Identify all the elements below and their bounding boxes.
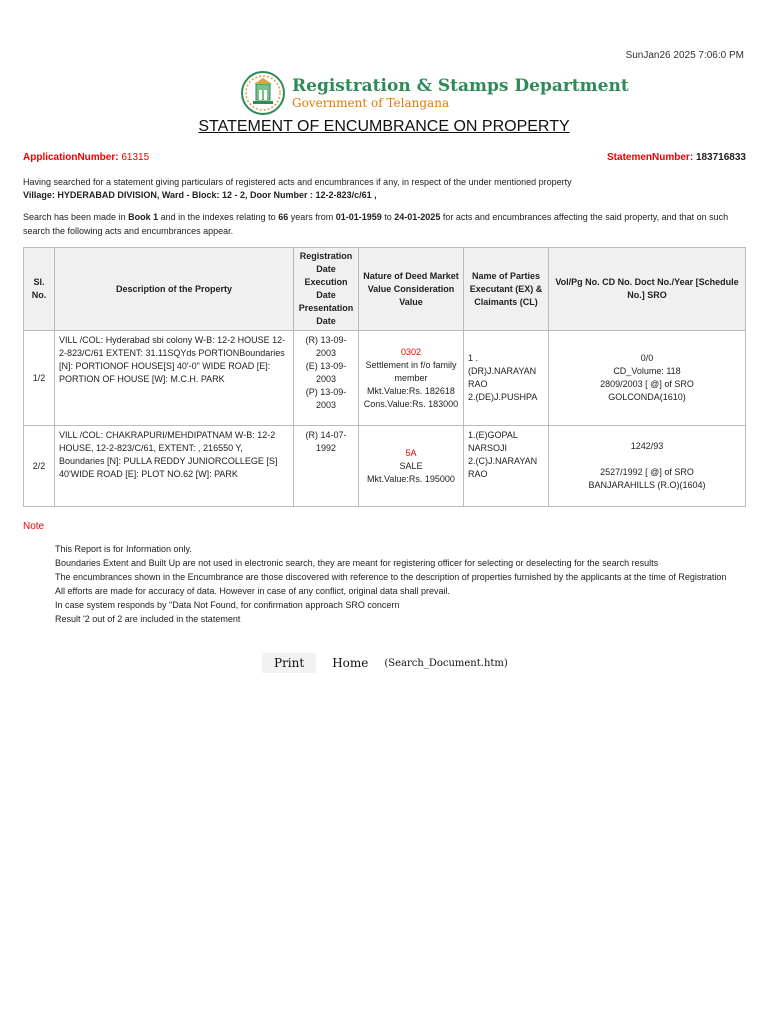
cell-description: VILL /COL: Hyderabad sbi colony W-B: 12-2 HOUSE 12-2-823/C/61 EXTENT: 31.11SQYds PORTIONBoundaries [N]: PORTIONOF HOUSE[S] 40'-0" WIDE ROAD [E]: PORTION OF HOUSE [W]: M.C.H. PARK bbox=[55, 331, 294, 426]
application-number-label: ApplicationNumber: bbox=[23, 152, 119, 163]
deed-name: Settlement in f/o family member bbox=[365, 359, 457, 383]
cell-vol bbox=[549, 331, 746, 426]
deed-code: 0302 bbox=[400, 346, 422, 357]
header bbox=[240, 70, 629, 116]
search-part: and in the indexes relating to bbox=[158, 212, 279, 222]
action-bar bbox=[262, 653, 508, 673]
cell-dates bbox=[294, 426, 359, 507]
vol-pg-no: 1242/93 bbox=[630, 441, 664, 451]
cell-vol bbox=[549, 426, 746, 507]
presentation-date: (P) 13-09-2003 bbox=[305, 387, 347, 410]
sro: GOLCONDA(1610) bbox=[608, 392, 686, 402]
doct-no: 2527/1992 [ @] of SRO bbox=[600, 467, 694, 477]
print-button[interactable]: Print bbox=[262, 653, 316, 673]
cell-parties bbox=[464, 426, 549, 507]
search-part: for acts and encumbrances affecting the said property, and that on such search the following acts and encumbrances appear. bbox=[23, 212, 729, 236]
table-row bbox=[24, 331, 746, 426]
intro-line: Having searched for a statement giving particulars of registered acts and encumbrances if any, in respect of the under mentioned property bbox=[23, 177, 572, 187]
village-line: Village: HYDERABAD DIVISION, Ward - Block: 12 - 2, Door Number : 12-2-823/c/61 , bbox=[23, 190, 377, 200]
search-part: to bbox=[381, 212, 395, 222]
header-sl: Sl. No. bbox=[24, 248, 55, 331]
doct-no: 2809/2003 [ @] of SRO bbox=[600, 379, 694, 389]
registration-date: (R) 13-09-2003 bbox=[305, 335, 347, 358]
spacer bbox=[553, 453, 741, 466]
deed-code: 5A bbox=[405, 447, 417, 458]
cell-description: VILL /COL: CHAKRAPURI/MEHDIPATNAM W-B: 12-2 HOUSE, 12-2-823/C/61, EXTENT: , 216550 Y, Boundaries [N]: PULLA REDDY JUNIORCOLLEGE [S] 40'WIDE ROAD [E]: PLOT NO.62 [W]: PARK bbox=[55, 426, 294, 507]
search-to-date: 24-01-2025 bbox=[394, 212, 441, 222]
vol-pg-no: 0/0 bbox=[640, 353, 654, 363]
search-document-link[interactable]: (Search_Document.htm) bbox=[384, 657, 508, 669]
note-line: Result '2 out of 2 are included in the statement bbox=[55, 614, 241, 624]
header-description: Description of the Property bbox=[55, 248, 294, 331]
party: 2.(C)J.NARAYAN RAO bbox=[468, 456, 538, 479]
header-dates: Registration Date Execution Date Presentation Date bbox=[294, 248, 359, 331]
note-line: Boundaries Extent and Built Up are not used in electronic search, they are meant for registering officer for selecting or deselecting for the search results bbox=[55, 558, 659, 568]
market-value: Mkt.Value:Rs. 195000 bbox=[367, 473, 455, 484]
sro: BANJARAHILLS (R.O)(1604) bbox=[588, 480, 706, 490]
party: 1.(E)GOPAL NARSOJI bbox=[468, 430, 518, 453]
registration-date: (R) 14-07-1992 bbox=[305, 430, 347, 453]
search-from-date: 01-01-1959 bbox=[335, 212, 382, 222]
note-line: In case system responds by "Data Not Found, for confirmation approach SRO concern bbox=[55, 600, 400, 610]
table-header-row bbox=[24, 248, 746, 331]
party: 2.(DE)J.PUSHPA bbox=[468, 392, 538, 402]
application-number: 61315 bbox=[121, 152, 150, 163]
party: 1 .(DR)J.NARAYAN RAO bbox=[468, 353, 537, 389]
execution-date: (E) 13-09-2003 bbox=[305, 361, 347, 384]
note-line: This Report is for Information only. bbox=[55, 544, 192, 554]
header-deed: Nature of Deed Market Value Consideration Value bbox=[359, 248, 464, 331]
cell-parties bbox=[464, 331, 549, 426]
cell-deed bbox=[359, 331, 464, 426]
cd-no: CD_Volume: 118 bbox=[613, 366, 681, 376]
header-vol: Vol/Pg No. CD No. Doct No./Year [Schedule No.] SRO bbox=[549, 248, 746, 331]
search-book: Book 1 bbox=[128, 212, 159, 222]
consideration-value: Cons.Value:Rs. 183000 bbox=[363, 398, 459, 409]
search-part: years from bbox=[288, 212, 336, 222]
deed-name: SALE bbox=[399, 460, 423, 471]
statement-number-label: StatemenNumber: bbox=[607, 152, 694, 163]
cell-dates bbox=[294, 331, 359, 426]
government-name: Government of Telangana bbox=[292, 95, 450, 110]
search-text bbox=[23, 210, 748, 238]
department-name: Registration & Stamps Department bbox=[292, 75, 629, 96]
statement-number: 183716833 bbox=[695, 152, 746, 163]
note-label: Note bbox=[23, 521, 45, 532]
cell-sl: 2/2 bbox=[24, 426, 55, 507]
cell-deed bbox=[359, 426, 464, 507]
notes bbox=[55, 542, 755, 626]
note-line: The encumbrances shown in the Encumbrance are those discovered with reference to the description of properties furnished by the applicants at the time of Registration bbox=[55, 572, 727, 582]
note-line: All efforts are made for accuracy of data. However in case of any conflict, original data shall prevail. bbox=[55, 586, 451, 596]
telangana-emblem-icon bbox=[240, 70, 286, 116]
market-value: Mkt.Value:Rs. 182618 bbox=[367, 385, 455, 396]
intro-text bbox=[23, 176, 748, 202]
document-title: STATEMENT OF ENCUMBRANCE ON PROPERTY bbox=[198, 118, 570, 135]
header-parties: Name of Parties Executant (EX) & Claimants (CL) bbox=[464, 248, 549, 331]
encumbrance-table bbox=[23, 247, 746, 507]
application-row bbox=[23, 152, 746, 163]
table-row bbox=[24, 426, 746, 507]
timestamp: SunJan26 2025 7:06:0 PM bbox=[625, 50, 744, 61]
home-link[interactable]: Home bbox=[332, 656, 369, 670]
search-years: 66 bbox=[278, 212, 289, 222]
cell-sl: 1/2 bbox=[24, 331, 55, 426]
search-part: Search has been made in bbox=[23, 212, 129, 222]
